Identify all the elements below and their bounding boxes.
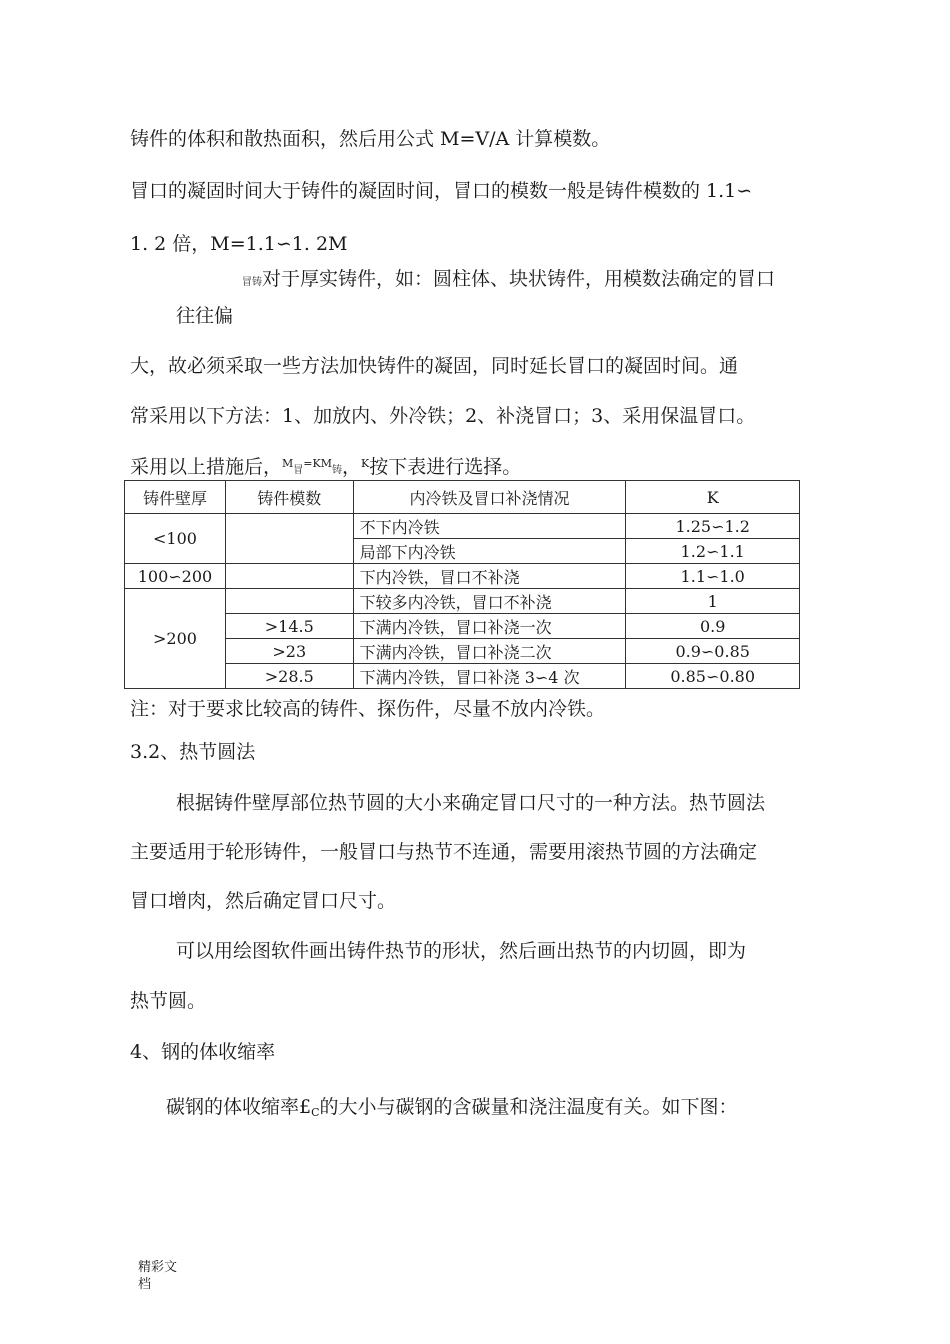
table-row (125, 589, 800, 614)
paragraph-line: 可以用绘图软件画出铸件热节的形状，然后画出热节的内切圆，即为 (176, 940, 747, 962)
paragraph-line: 热节圆。 (130, 990, 207, 1012)
k-cell: 0.9∽0.85 (626, 639, 800, 664)
paragraph-line: 1. 2 倍，M=1.1∽1. 2M (130, 233, 348, 255)
modulus-cell (225, 589, 353, 614)
paragraph-line: 冒口的凝固时间大于铸件的凝固时间，冒口的模数一般是铸件模数的 1.1∽ (130, 180, 753, 202)
subscript: 铸 (331, 465, 342, 476)
modulus-cell (225, 514, 353, 564)
paragraph-line (242, 270, 775, 289)
wall-thickness-cell: >200 (125, 589, 226, 689)
k-cell: 1.1∽1.0 (626, 564, 800, 589)
modulus-cell: >23 (225, 639, 353, 664)
paragraph-line: 大，故必须采取一些方法加快铸件的凝固，同时延长冒口的凝固时间。通 (130, 355, 739, 377)
k-cell: 0.9 (626, 614, 800, 639)
paragraph-line: 往往偏 (176, 305, 234, 327)
formula-k: K (361, 457, 370, 470)
section-heading: 4、钢的体收缩率 (130, 1041, 276, 1063)
table-row (125, 664, 800, 689)
footer-text: 精彩文 (138, 1260, 178, 1275)
k-cell: 1.25∽1.2 (626, 514, 800, 539)
header-cell: 内冷铁及冒口补浇情况 (353, 481, 626, 514)
paragraph-line: 铸件的体积和散热面积，然后用公式 M=V/A 计算模数。 (130, 128, 611, 150)
text: ， (341, 456, 361, 478)
header-cell: 铸件模数 (225, 481, 353, 514)
table-row (125, 639, 800, 664)
text: 对于厚实铸件，如：圆柱体、块状铸件，用模数法确定的冒口 (262, 268, 776, 290)
formula-km: =KM (303, 457, 332, 470)
k-cell: 0.85∽0.80 (626, 664, 800, 689)
condition-cell: 下满内冷铁，冒口补浇 3∽4 次 (353, 664, 626, 689)
subscript: C (311, 1106, 320, 1119)
table-row (125, 564, 800, 589)
paragraph-line: 冒口增肉，然后确定冒口尺寸。 (130, 890, 397, 912)
table-note: 注：对于要求比较高的铸件、探伤件，尽量不放内冷铁。 (130, 698, 606, 720)
table-row (125, 614, 800, 639)
k-cell: 1 (626, 589, 800, 614)
condition-cell: 下满内冷铁，冒口补浇二次 (353, 639, 626, 664)
wall-thickness-cell: 100∽200 (125, 564, 226, 589)
header-cell: 铸件壁厚 (125, 481, 226, 514)
section-heading: 3.2、热节圆法 (130, 741, 256, 763)
paragraph-line: 常采用以下方法：1、加放内、外冷铁；2、补浇冒口；3、采用保温冒口。 (130, 405, 756, 427)
paragraph-line: 根据铸件壁厚部位热节圆的大小来确定冒口尺寸的一种方法。热节圆法 (176, 792, 766, 814)
condition-cell: 不下内冷铁 (353, 514, 626, 539)
text: 按下表进行选择。 (369, 456, 522, 478)
modulus-cell: >14.5 (225, 614, 353, 639)
subscript: 冒 (293, 465, 304, 476)
subscript: 冒铸 (242, 277, 262, 288)
paragraph-line (166, 1098, 738, 1118)
text: 采用以上措施后， (130, 456, 283, 478)
condition-cell: 下满内冷铁，冒口补浇一次 (353, 614, 626, 639)
formula-m: M (282, 457, 294, 470)
modulus-cell (225, 564, 353, 589)
condition-cell: 局部下内冷铁 (353, 539, 626, 564)
modulus-cell: >28.5 (225, 664, 353, 689)
text: 碳钢的体收缩率£ (166, 1096, 312, 1118)
k-cell: 1.2∽1.1 (626, 539, 800, 564)
header-cell: K (626, 481, 800, 514)
k-selection-table (124, 480, 800, 689)
text: 的大小与碳钢的含碳量和浇注温度有关。如下图： (319, 1096, 738, 1118)
table-header-row (125, 481, 800, 514)
wall-thickness-cell: <100 (125, 514, 226, 564)
condition-cell: 下较多内冷铁，冒口不补浇 (353, 589, 626, 614)
paragraph-line (130, 458, 521, 477)
table-row (125, 514, 800, 539)
condition-cell: 下内冷铁，冒口不补浇 (353, 564, 626, 589)
paragraph-line: 主要适用于轮形铸件，一般冒口与热节不连通，需要用滚热节圆的方法确定 (130, 841, 758, 863)
footer-text: 档 (138, 1277, 152, 1292)
